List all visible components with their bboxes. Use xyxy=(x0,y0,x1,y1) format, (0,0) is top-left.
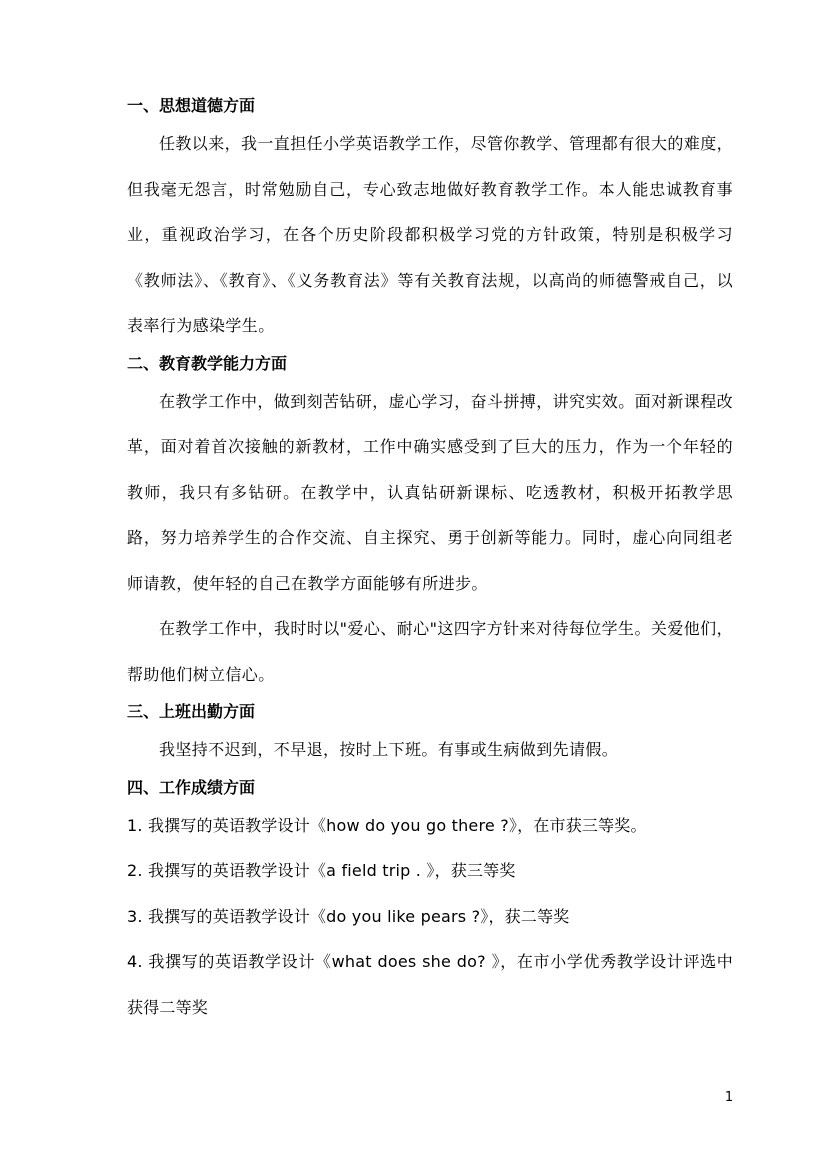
section-heading-attendance: 三、上班出勤方面 xyxy=(127,702,256,721)
paragraph-attendance: 我坚持不迟到，不早退，按时上下班。有事或生病做到先请假。 xyxy=(159,740,619,759)
section-heading-moral: 一、思想道德方面 xyxy=(127,96,256,115)
section-heading-achievements: 四、工作成绩方面 xyxy=(127,777,256,797)
achievement-item-1: 1. 我撰写的英语教学设计《how do you go there ?》，在市获三等奖。 xyxy=(127,815,647,835)
paragraph-teaching-ability-2: 在教学工作中，我时时以"爱心、耐心"这四字方针来对待每位学生。关爱他们，帮助他们树立信心。 xyxy=(127,619,733,684)
document-body xyxy=(127,91,733,1030)
section-heading-teaching-ability: 二、教育教学能力方面 xyxy=(127,353,288,373)
achievement-item-3: 3. 我撰写的英语教学设计《do you like pears ?》，获二等奖 xyxy=(127,906,570,926)
page-number: 1 xyxy=(724,1090,734,1105)
paragraph-teaching-ability-1: 在教学工作中，做到刻苦钻研，虚心学习，奋斗拼搏，讲究实效。面对新课程改革，面对着首次接触的新教材，工作中确实感受到了巨大的压力，作为一个年轻的教师，我只有多钻研。在教学中，认真钻研新课标、吃透教材，积极开拓教学思路，努力培养学生的合作交流、自主探究、勇于创新等能力。同时，虚心向同组老师请教，使年轻的自己在教学方面能够有所进步。 xyxy=(127,391,734,593)
paragraph-moral: 任教以来，我一直担任小学英语教学工作，尽管你教学、管理都有很大的难度，但我毫无怨言，时常勉励自己，专心致志地做好教育教学工作。本人能忠诚教育事业，重视政治学习，在各个历史阶段都积极学习党的方针政策，特别是积极学习《教师法》、《教育》、《义务教育法》等有关教育法规，以高尚的师德警戒自己，以表率行为感染学生。 xyxy=(127,134,734,335)
achievement-item-4: 4. 我撰写的英语教学设计《what does she do? 》，在市小学优秀教学设计评选中获得二等奖 xyxy=(127,952,733,1017)
achievement-item-2: 2. 我撰写的英语教学设计《a field trip . 》，获三等奖 xyxy=(127,861,516,880)
